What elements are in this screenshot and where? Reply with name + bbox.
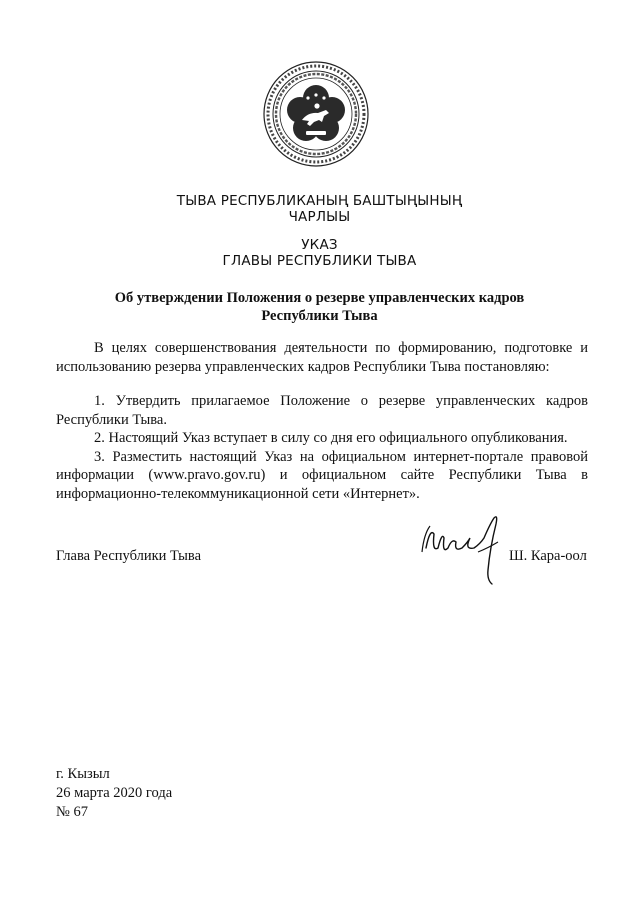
header-russian-line2: ГЛАВЫ РЕСПУБЛИКИ ТЫВА (222, 253, 417, 269)
footer-city: г. Кызыл (56, 766, 110, 782)
decree-item-2: 2. Настоящий Указ вступает в силу со дня его официального опубликования. (94, 430, 568, 447)
header-tuvan (0, 193, 639, 225)
signature-position: Глава Республики Тыва (56, 548, 202, 564)
document-title (0, 289, 639, 325)
footer-number: № 67 (56, 804, 88, 820)
signature-name: Ш. Кара-оол (509, 548, 587, 564)
document-title-line2: Республики Тыва (261, 308, 378, 324)
decree-item-1: 1. Утвердить прилагаемое Положение о резерве управленческих кадров Республики Тыва. (56, 393, 588, 428)
decree-items (56, 392, 588, 504)
decree-item-3: 3. Разместить настоящий Указ на официальном интернет-портале правовой информации (www.pravo.gov.ru) и официальном сайте Республики Тыва в информационно-телекоммуникационной сети «Интернет». (56, 448, 588, 502)
header-tuvan-line2: ЧАРЛЫЫ (288, 209, 351, 225)
document-footer (56, 765, 172, 822)
header-russian-line1: УКАЗ (301, 237, 338, 253)
footer-date: 26 марта 2020 года (56, 785, 173, 801)
handwritten-signature-icon (418, 508, 508, 586)
header-tuvan-line1: ТЫВА РЕСПУБЛИКАНЫҢ БАШТЫҢЫНЫҢ (176, 193, 463, 209)
coat-of-arms-icon (262, 60, 370, 168)
document-title-line1: Об утверждении Положения о резерве управленческих кадров (114, 290, 525, 306)
header-russian (0, 237, 639, 269)
intro-paragraph: В целях совершенствования деятельности по формированию, подготовке и использованию резерва управленческих кадров Республики Тыва постановляю: (56, 340, 588, 375)
